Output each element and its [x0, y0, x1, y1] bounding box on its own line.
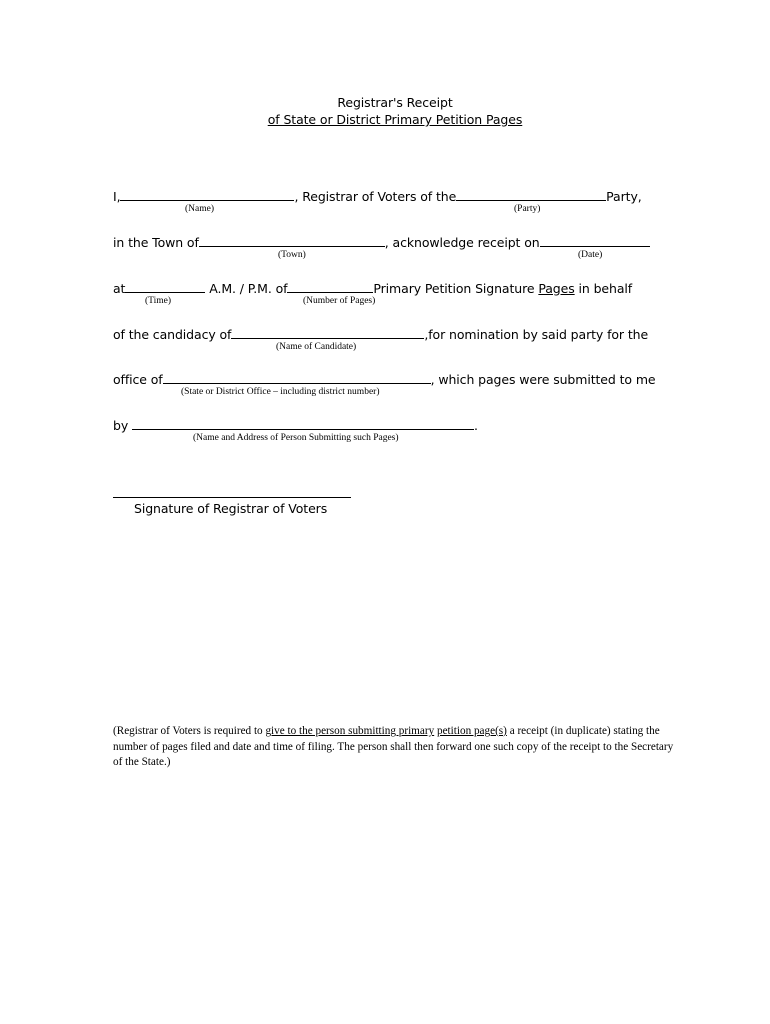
candidate-blank[interactable]	[231, 326, 424, 339]
caption-town: (Town)	[278, 250, 306, 260]
date-blank[interactable]	[540, 234, 650, 247]
text-of-the-candidacy: of the candidacy of	[113, 327, 232, 342]
text-registrar-of-voters: , Registrar of Voters of the	[294, 189, 457, 204]
time-blank[interactable]	[125, 280, 205, 293]
text-period: .	[474, 418, 478, 433]
line-submitted-by	[113, 417, 478, 433]
caption-date: (Date)	[578, 250, 603, 260]
caption-candidate: (Name of Candidate)	[276, 342, 357, 352]
town-blank[interactable]	[199, 234, 385, 247]
line-town	[113, 234, 650, 250]
caption-person: (Name and Address of Person Submitting such Pages)	[193, 433, 399, 443]
note-part-1: (Registrar of Voters is required to	[113, 725, 266, 737]
line-office	[113, 371, 656, 387]
text-in-the-town-of: in the Town of	[113, 235, 199, 250]
note-part-5: a receipt (in duplicate) stating the number of pages filed and date and time of filing. The person shall then forward one such copy of the receipt to the Secretary of the State.)	[113, 725, 674, 768]
caption-number-of-pages: (Number of Pages)	[303, 296, 376, 306]
office-blank[interactable]	[163, 371, 431, 384]
caption-party: (Party)	[514, 204, 541, 214]
text-acknowledge: , acknowledge receipt on	[384, 235, 540, 250]
line-time	[113, 280, 632, 296]
caption-office: (State or District Office – including district number)	[181, 387, 380, 397]
text-by: by	[113, 418, 129, 433]
text-in-behalf: in behalf	[574, 281, 633, 296]
text-primary-petition: Primary Petition Signature	[373, 281, 539, 296]
number-of-pages-blank[interactable]	[287, 280, 373, 293]
submitter-blank[interactable]	[132, 417, 474, 430]
note-part-2: give to the person submitting primary	[265, 725, 435, 737]
signature-label: Signature of Registrar of Voters	[134, 501, 328, 516]
text-at: at	[113, 281, 126, 296]
caption-name: (Name)	[185, 204, 215, 214]
signature-line[interactable]	[113, 497, 351, 498]
name-blank[interactable]	[120, 188, 294, 201]
text-pages: Pages	[538, 281, 575, 296]
text-party: Party,	[606, 189, 642, 204]
caption-time: (Time)	[145, 296, 172, 306]
party-blank[interactable]	[456, 188, 606, 201]
text-which-pages: , which pages were submitted to me	[430, 372, 656, 387]
document-subtitle: of State or District Primary Petition Pages	[267, 112, 523, 127]
line-candidacy	[113, 326, 648, 342]
text-i: I,	[113, 189, 121, 204]
document-title: Registrar's Receipt	[337, 95, 453, 110]
text-for-nomination: ,for nomination by said party for the	[424, 327, 649, 342]
line-registrar	[113, 188, 642, 204]
text-am-pm: A.M. / P.M. of	[209, 281, 288, 296]
text-office-of: office of	[113, 372, 163, 387]
note-part-4: petition page(s)	[436, 725, 507, 737]
footnote	[113, 724, 683, 771]
